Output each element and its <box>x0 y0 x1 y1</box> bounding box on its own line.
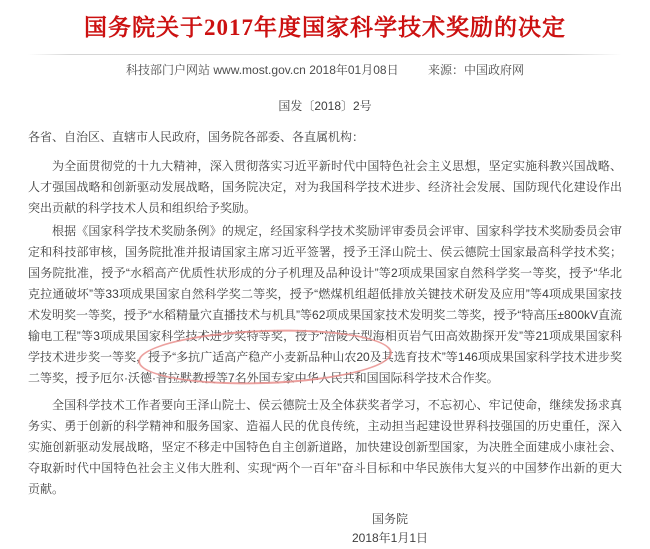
signature-date: 2018年1月1日 <box>351 531 429 545</box>
page-title: 国务院关于2017年度国家科学技术奖励的决定 <box>84 15 566 40</box>
salutation: 各省、自治区、直辖市人民政府，国务院各部委、各直属机构： <box>28 130 365 144</box>
meta-source: 来源：中国政府网 <box>427 63 524 77</box>
meta-site-and-date: 科技部门户网站 www.most.gov.cn 2018年01月08日 <box>126 63 399 77</box>
paragraph-1: 为全面贯彻党的十九大精神，深入贯彻落实习近平新时代中国特色社会主义思想，坚定实施科教兴国战略、人才强国战略和创新驱动发展战略，国务院决定，对为我国科学技术进步、经济社会发展、国防现代化建设作出突出贡献的科学技术人员和组织给予奖励。 <box>28 159 622 215</box>
signature-signer: 国务院 <box>371 512 408 526</box>
document-number: 国发〔2018〕2号 <box>278 99 372 113</box>
title-separator <box>28 54 622 55</box>
paragraph-2: 根据《国家科学技术奖励条例》的规定，经国家科学技术奖励评审委员会评审、国家科学技术奖励委员会审定和科技部审核，国务院批准并报请国家主席习近平签署，授予王泽山院士、侯云德院士国家最高科学技术奖；国务院批准，授予“水稻高产优质性状形成的分子机理及品种设计”等2项成果国家自然科学奖一等奖，授予“华北克拉通破坏”等33项成果国家自然科学奖二等奖，授予“燃煤机组超低排放关键技术研发及应用”等4项成果国家技术发明奖一等奖，授予“水稻精量穴直播技术与机具”等62项成果国家技术发明奖二等奖，授予“特高压±800kV直流输电工程”等3项成果国家科学技术进步奖特等奖，授予“涪陵大型海相页岩气田高效勘探开发”等21项成果国家科学技术进步奖一等奖，授予“多抗广适高产稳产小麦新品种山农20及其选育技术”等146项成果国家科学技术进步奖二等奖，授予厄尔·沃德·普拉默教授等7名外国专家中华人民共和国国际科学技术合作奖。 <box>28 224 622 385</box>
signature-block <box>320 510 460 548</box>
article-meta <box>28 63 622 78</box>
paragraph-3: 全国科学技术工作者要向王泽山院士、侯云德院士及全体获奖者学习，不忘初心、牢记使命，继续发扬求真务实、勇于创新的科学精神和服务国家、造福人民的优良传统，主动担当起建设世界科技强国的历史重任，深入实施创新驱动发展战略，坚定不移走中国特色自主创新道路，加快建设创新型国家，为决胜全面建成小康社会、夺取新时代中国特色社会主义伟大胜利、实现“两个一百年”奋斗目标和中华民族伟大复兴的中国梦作出新的更大贡献。 <box>28 398 622 496</box>
